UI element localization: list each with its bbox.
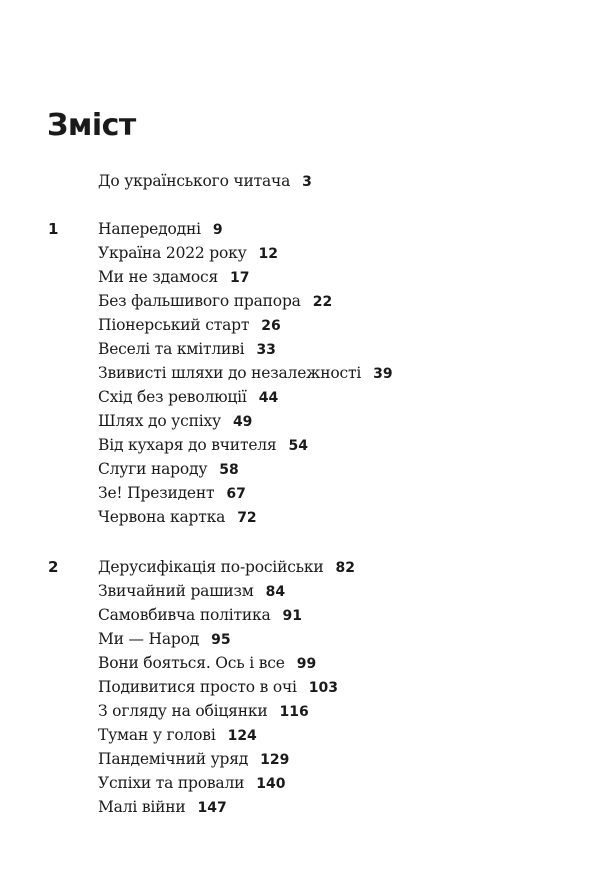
toc-entry-title: Малі війни [98, 798, 186, 816]
toc-entry [98, 241, 278, 266]
toc-entry [98, 433, 308, 458]
toc-entry-page: 84 [265, 584, 286, 600]
toc-entry-page: 116 [279, 704, 309, 720]
toc-entry-title: Піонерський старт [98, 316, 250, 334]
toc-entry-title: Веселі та кмітливі [98, 340, 245, 358]
toc-entry-page: 17 [230, 270, 250, 286]
toc-entry-title: Звивисті шляхи до незалежності [98, 364, 362, 382]
toc-entry-title: До українського читача [98, 172, 291, 190]
toc-entry-title: Червона картка [98, 508, 226, 526]
toc-entry-title: Звичайний рашизм [98, 582, 254, 600]
toc-line [0, 505, 600, 529]
toc-entry [98, 699, 309, 724]
toc-line [0, 579, 600, 603]
toc-entry-page: 72 [237, 510, 257, 526]
toc-entry [98, 337, 276, 362]
toc-line [0, 409, 600, 433]
chapter-number: 1 [48, 220, 59, 238]
toc-entry-title: Самовбивча політика [98, 606, 271, 624]
toc-entry-page: 58 [219, 462, 239, 478]
toc-entry-title: Ми не здамося [98, 268, 219, 286]
toc-entry [98, 289, 332, 314]
toc-preface-line [0, 169, 600, 193]
toc-entry-page: 22 [312, 294, 333, 310]
toc-entry-page: 147 [197, 800, 227, 816]
toc-entry [98, 675, 338, 700]
toc-line [0, 385, 600, 409]
toc-line [0, 555, 600, 579]
toc-entry [98, 505, 257, 530]
toc-entry [98, 579, 285, 604]
page-title: Зміст [47, 108, 136, 143]
toc-entry-page: 129 [260, 752, 290, 768]
toc-entry-title: Шлях до успіху [98, 412, 221, 430]
toc-entry-page: 67 [226, 486, 246, 502]
toc-entry-title: Подивитися просто в очі [98, 678, 297, 696]
toc-entry [98, 265, 250, 290]
toc-entry-page: 33 [256, 342, 276, 358]
toc-line [0, 603, 600, 627]
toc-entry-title: Вони бояться. Ось і все [98, 654, 285, 672]
toc-line [0, 217, 600, 241]
toc-entry [98, 723, 257, 748]
toc-line [0, 289, 600, 313]
toc-entry-title: З огляду на обіцянки [98, 702, 268, 720]
toc-line [0, 481, 600, 505]
toc-entry-title: Пандемічний уряд [98, 750, 249, 768]
toc-entry-page: 140 [256, 776, 286, 792]
toc-entry-title: Успіхи та провали [98, 774, 245, 792]
toc-entry [98, 313, 281, 338]
toc-entry-page: 9 [212, 222, 223, 238]
toc-line [0, 265, 600, 289]
toc-entry [98, 747, 289, 772]
toc-entry [98, 651, 316, 676]
toc-entry [98, 385, 278, 410]
toc-entry [98, 603, 302, 628]
toc-line [0, 651, 600, 675]
toc-line [0, 747, 600, 771]
toc-entry [98, 409, 252, 434]
toc-entry-page: 95 [211, 632, 231, 648]
toc-line [0, 241, 600, 265]
toc-entry-title: Без фальшивого прапора [98, 292, 301, 310]
toc-entry-page: 99 [296, 656, 317, 672]
toc-line [0, 627, 600, 651]
toc-entry [98, 169, 312, 194]
toc-entry [98, 217, 223, 242]
toc-entry-title: Напередодні [98, 220, 201, 238]
toc-entry [98, 555, 355, 580]
toc-line [0, 771, 600, 795]
toc-entry [98, 627, 231, 652]
toc-entry-title: Дерусифікація по-російськи [98, 558, 324, 576]
chapter-number: 2 [48, 558, 59, 576]
toc-entry-page: 3 [302, 174, 312, 190]
toc-entry-page: 91 [282, 608, 303, 624]
toc-entry-title: Від кухаря до вчителя [98, 436, 277, 454]
toc-line [0, 795, 600, 819]
toc-entry-title: Ми — Народ [98, 630, 200, 648]
toc-entry-title: Слуги народу [98, 460, 208, 478]
toc-line [0, 699, 600, 723]
toc-entry [98, 481, 246, 506]
toc-entry-page: 103 [308, 680, 338, 696]
toc-entry-page: 49 [232, 414, 253, 430]
toc-line [0, 337, 600, 361]
toc-line [0, 457, 600, 481]
toc-entry-title: Зе! Президент [98, 484, 215, 502]
toc-entry-page: 44 [258, 390, 279, 406]
toc-entry-title: Туман у голові [98, 726, 216, 744]
toc-line [0, 313, 600, 337]
toc-entry [98, 771, 285, 796]
toc-entry [98, 795, 227, 820]
toc-line [0, 361, 600, 385]
toc-entry [98, 361, 393, 386]
toc-entry-title: Україна 2022 року [98, 244, 247, 262]
toc-line [0, 723, 600, 747]
toc-entry-page: 54 [288, 438, 308, 454]
toc-entry-page: 39 [373, 366, 393, 382]
toc-entry-page: 26 [261, 318, 281, 334]
toc-entry-page: 124 [227, 728, 257, 744]
toc-entry-page: 82 [335, 560, 356, 576]
toc-line [0, 675, 600, 699]
toc-entry [98, 457, 239, 482]
toc-entry-title: Схід без революції [98, 388, 247, 406]
toc-line [0, 433, 600, 457]
toc-entry-page: 12 [258, 246, 279, 262]
